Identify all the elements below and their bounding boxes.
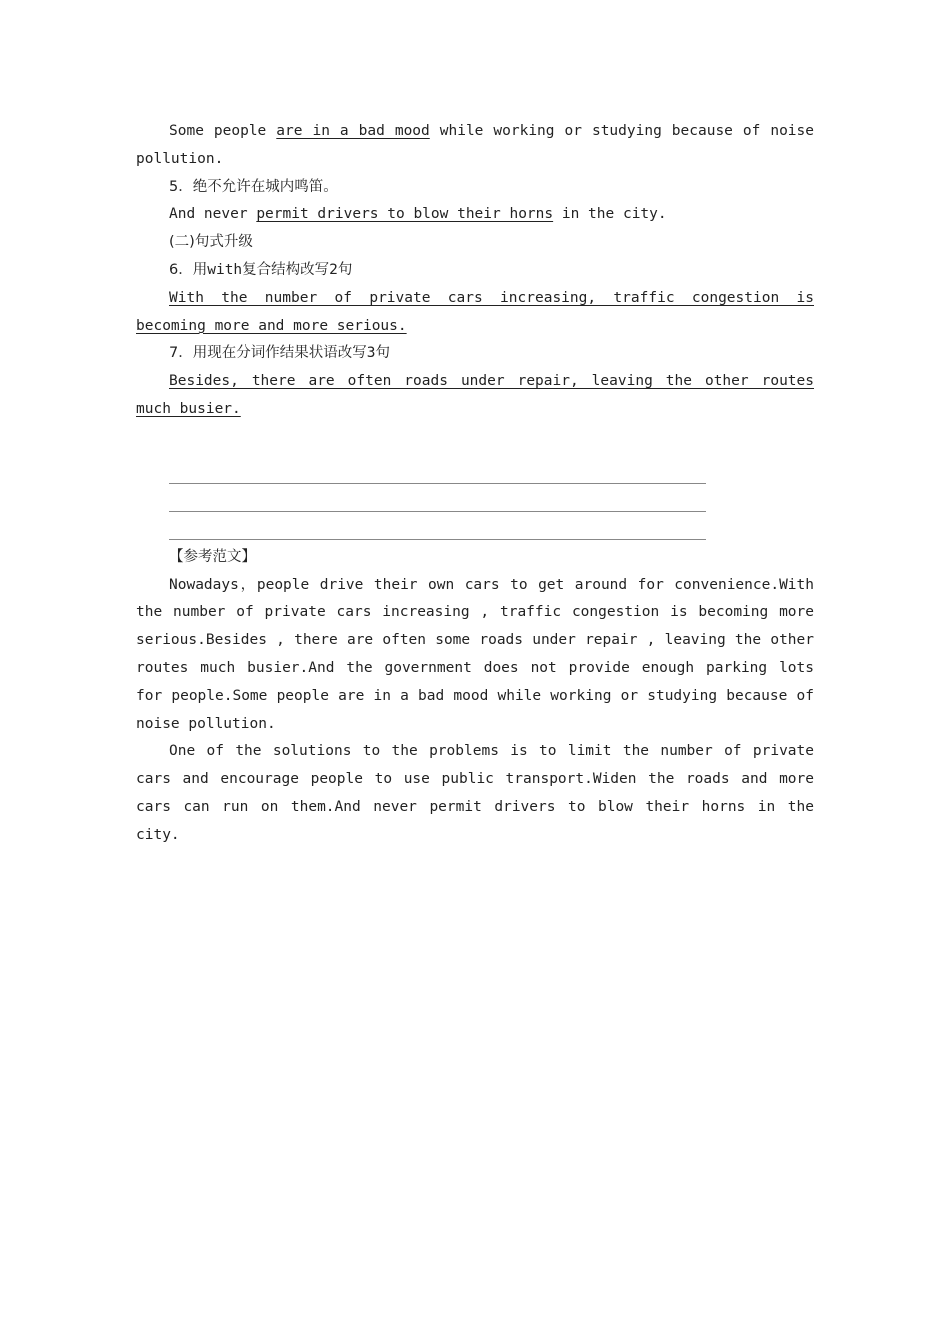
model-essay-heading: 【参考范文】 — [169, 548, 256, 565]
item-6-prompt — [136, 257, 814, 285]
chinese-prompt: 绝不允许在城内鸣笛。 — [192, 178, 338, 195]
answer-underlined: are in a bad mood — [276, 123, 430, 139]
writing-line — [169, 484, 706, 512]
text: while working or studying because of noise pollution. — [136, 123, 814, 167]
writing-line — [169, 468, 706, 484]
item-number: 5． — [169, 178, 193, 195]
answer-underlined: permit drivers to blow their horns — [256, 206, 554, 223]
chinese-prompt: 用现在分词作结果状语改写3句 — [192, 345, 390, 362]
chinese-prompt: 用with复合结构改写2句 — [192, 261, 353, 278]
section-heading-upgrade: (二)句式升级 — [169, 234, 253, 251]
answer-underlined: Besides, there are often roads under repair, leaving the other routes much busier. — [136, 373, 814, 417]
model-essay-paragraph-1: Nowadays，people drive their own cars to get around for convenience.With the number of private cars increasing , traffic congestion is becoming more serious.Besides , there are often some roads under repair , leaving the other routes much busier.And the government does not provide enough parking lots for people.Some people are in a bad mood while working or studying because of noise pollution. — [136, 576, 814, 732]
item-number: 7． — [169, 345, 193, 362]
item-6-answer — [136, 285, 814, 341]
item-5-answer — [136, 201, 814, 229]
document-page — [136, 118, 814, 850]
item-5-prompt — [136, 174, 814, 202]
writing-lines — [169, 468, 706, 540]
item-7-answer — [136, 368, 814, 424]
model-essay-paragraph-2: One of the solutions to the problems is to limit the number of private cars and encourage people to use public transport.Widen the roads and more cars can run on them.And never permit drivers to blow their horns in the city. — [136, 743, 814, 843]
writing-line — [169, 512, 706, 540]
answer-underlined: With the number of private cars increasing, traffic congestion is becoming more and more serious. — [136, 289, 814, 334]
text: And never — [169, 206, 257, 223]
text: in the city. — [553, 206, 667, 223]
sentence-noise — [136, 118, 814, 174]
text: Some people — [169, 123, 277, 139]
item-7-prompt — [136, 340, 814, 368]
item-number: 6． — [169, 261, 193, 278]
